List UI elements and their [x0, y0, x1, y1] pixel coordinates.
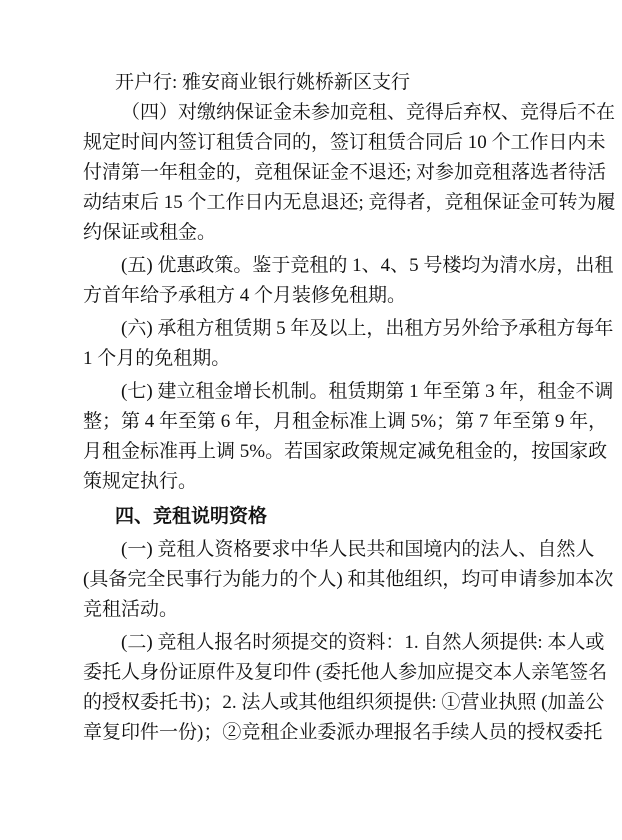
text-line: 动结束后 15 个工作日内无息退还; 竞得者，竞租保证金可转为履 [83, 192, 616, 213]
text-line: 付清第一年租金的，竞租保证金不退还; 对参加竞租落选者待活 [83, 162, 607, 183]
text-line: 1 个月的免租期。 [83, 348, 231, 369]
text-line: 约保证或租金。 [83, 222, 217, 243]
paragraph [83, 98, 616, 248]
text-line: （四）对缴纳保证金未参加竞租、竞得后弃权、竞得后不在 [121, 102, 616, 123]
document-page [83, 68, 616, 751]
paragraph [83, 628, 608, 748]
text-line: 竞租活动。 [83, 599, 179, 620]
paragraph [83, 251, 614, 311]
text-line: (二) 竞租人报名时须提交的资料：1. 自然人须提供: 本人或 [121, 632, 605, 653]
paragraph [83, 314, 614, 374]
paragraphs-group-a [83, 98, 616, 497]
text-line: 整；第 4 年至第 6 年，月租金标准上调 5%；第 7 年至第 9 年， [83, 411, 608, 432]
text-line: (六) 承租方租赁期 5 年及以上，出租方另外给予承租方每年 [121, 318, 614, 339]
paragraphs-group-b [83, 535, 614, 748]
text-line: 策规定执行。 [83, 471, 198, 492]
text-line: 规定时间内签订租赁合同的，签订租赁合同后 10 个工作日内未 [83, 132, 606, 153]
bank-account-line: 开户行: 雅安商业银行姚桥新区支行 [115, 72, 411, 93]
text-line: 的授权委托书)；2. 法人或其他组织须提供: ①营业执照 (加盖公 [83, 692, 605, 713]
text-line: (一) 竞租人资格要求中华人民共和国境内的法人、自然人 [121, 539, 595, 560]
text-line: 章复印件一份)；②竞租企业委派办理报名手续人员的授权委托 [83, 722, 603, 743]
text-line: (五) 优惠政策。鉴于竞租的 1、4、5 号楼均为清水房，出租 [121, 255, 614, 276]
text-line: (具备完全民事行为能力的个人) 和其他组织，均可申请参加本次 [83, 569, 614, 590]
paragraph [83, 377, 614, 497]
text-line: 月租金标准再上调 5%。若国家政策规定减免租金的，按国家政 [83, 441, 608, 462]
text-line: 方首年给予承租方 4 个月装修免租期。 [83, 285, 407, 306]
text-line: (七) 建立租金增长机制。租赁期第 1 年至第 3 年，租金不调 [121, 381, 614, 402]
text-line: 委托人身份证原件及复印件 (委托他人参加应提交本人亲笔签名 [83, 662, 608, 683]
paragraph [83, 535, 614, 625]
section-heading: 四、竞租说明资格 [115, 505, 268, 527]
